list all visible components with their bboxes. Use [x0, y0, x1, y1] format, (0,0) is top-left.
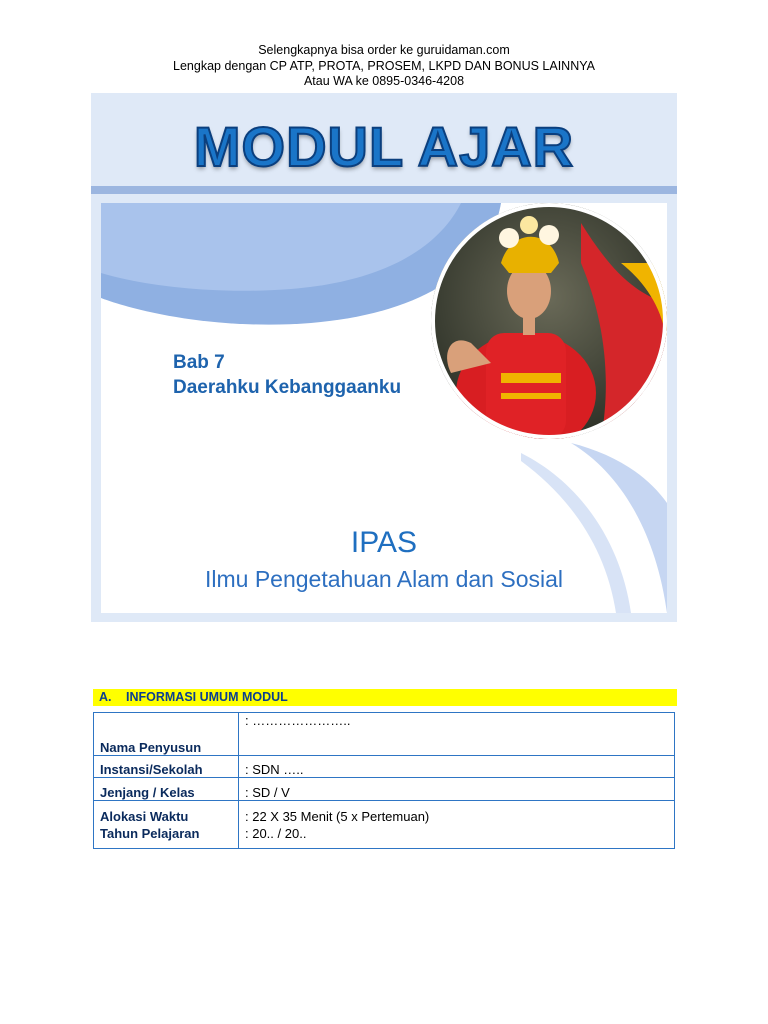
row-value: : SD / V: [239, 778, 675, 801]
row-label: Nama Penyusun: [94, 713, 239, 756]
row-label: Alokasi Waktu: [94, 801, 239, 824]
section-heading: [93, 689, 677, 706]
row-label: Instansi/Sekolah: [94, 756, 239, 778]
section-title: INFORMASI UMUM MODUL: [126, 690, 288, 704]
dancer-photo: [431, 203, 667, 439]
promo-line-3: Atau WA ke 0895-0346-4208: [303, 74, 465, 88]
cover-title: MODUL AJAR: [193, 115, 575, 178]
cover-panel: [101, 203, 667, 613]
table-row: [94, 824, 675, 849]
chapter-number: Bab 7: [173, 352, 225, 373]
row-value: : 22 X 35 Menit (5 x Pertemuan): [239, 801, 675, 824]
table-row: [94, 756, 675, 778]
promo-line-2: Lengkap dengan CP ATP, PROTA, PROSEM, LKPD DAN BONUS LAINNYA: [173, 58, 595, 73]
table-row: [94, 713, 675, 756]
section-number: A.: [99, 690, 112, 704]
row-label: Jenjang / Kelas: [94, 778, 239, 801]
table-row: [94, 801, 675, 824]
subject-full-name: Ilmu Pengetahuan Alam dan Sosial: [204, 566, 564, 592]
promo-line-1: Selengkapnya bisa order ke guruidaman.com: [258, 43, 510, 57]
chapter-title: Daerahku Kebanggaanku: [173, 377, 402, 398]
cover: [91, 93, 677, 622]
row-value: : …………………..: [239, 713, 675, 756]
cover-divider-bar: [91, 186, 677, 194]
row-value: : 20.. / 20..: [239, 824, 675, 849]
chapter-block: [173, 350, 401, 400]
subject-title: IPAS: [350, 526, 418, 559]
row-label: Tahun Pelajaran: [94, 824, 239, 849]
table-row: [94, 778, 675, 801]
info-table: [93, 712, 675, 849]
row-value: : SDN …..: [239, 756, 675, 778]
promo-text: [0, 43, 768, 90]
